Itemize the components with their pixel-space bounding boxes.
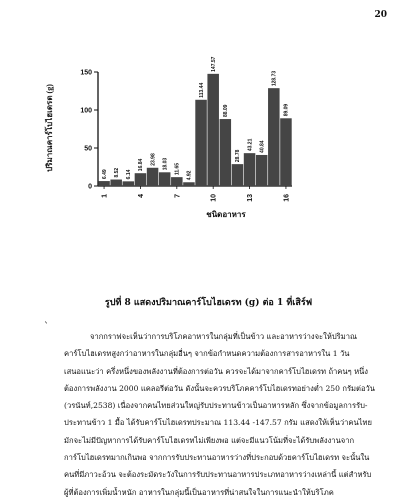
body-text-line: ผู้ที่ต้องการเพิ่มน้ำหนัก อาหารในกลุ่มนี้เป็นอาหารที่น่าสนใจในการแนะนำให้บริโภค: [64, 487, 334, 497]
bar-value-label: 8.52: [113, 167, 120, 178]
bar: [207, 74, 219, 186]
x-tick-label: 7: [174, 194, 182, 198]
bar: [183, 182, 195, 186]
body-text-line: การ์โบไฮเดรทมากเกินพอ จากการรับประทานอาหารว่างที่ประกอบด้วยคาร์โบไฮเดรท จะนั้นใน: [64, 453, 370, 463]
bar-value-label: 6.14: [126, 169, 133, 180]
bar-value-label: 40.84: [259, 140, 266, 153]
body-text-line: คนที่มีภาวะอ้วน จะต้องระมัดระวังในการรับประทานอาหารประเภทอาหารว่างเหล่านี้ แต่สำหรับ: [64, 470, 372, 480]
body-text-line: จากกราฟจะเห็นว่าการบริโภคอาหารในกลุ่มที่เป็นข้าว และอาหารว่างจะให้ปริมาณ: [90, 332, 358, 341]
bar: [220, 119, 232, 186]
bar: [123, 181, 135, 186]
bar: [135, 173, 147, 186]
bar-value-label: 43.21: [247, 138, 254, 152]
x-axis-title: ชนิดอาหาร: [206, 210, 246, 219]
y-tick-label: 50: [84, 145, 92, 153]
bar-value-label: 113.44: [198, 82, 205, 98]
body-text-line: ประทานข้าว 1 มื้อ ได้รับคาร์โบไฮเดรทประมาณ 113.44 -147.57 กรัม แสดงให้เห็นว่าคนไทย: [64, 418, 372, 428]
x-tick-label: 16: [283, 194, 291, 202]
bar-value-label: 128.73: [271, 70, 278, 87]
bar-value-label: 18.03: [162, 157, 169, 171]
y-axis-title: ปริมาณคาร์โบไฮเดรต (g): [45, 84, 54, 172]
bar: [159, 172, 171, 186]
y-tick-label: 0: [88, 183, 92, 191]
body-paragraph: [64, 328, 382, 501]
bar: [232, 164, 244, 186]
bar-value-label: 88.09: [223, 104, 230, 118]
margin-mark: `: [44, 322, 49, 333]
x-tick-label: 10: [210, 194, 218, 202]
bar-value-label: 6.49: [101, 169, 108, 180]
page-number: 20: [374, 10, 387, 20]
bar: [244, 153, 256, 186]
body-text-line: มักจะไม่มีปัญหาการได้รับคาร์โบไฮเดรทไม่เพียงพอ แต่จะมีแนวโน้มที่จะได้รับพลังงานจาก: [64, 435, 355, 445]
bar: [268, 88, 280, 186]
body-text-line: (วรนันท์,2538) เนื่องจากคนไทยส่วนใหญ่รับประทานข้าวเป็นอาหารหลัก ซึ่งจากข้อมูลการรับ-: [64, 401, 368, 411]
bar-value-label: 4.92: [186, 170, 193, 181]
bar-value-label: 11.65: [174, 162, 181, 176]
body-text-line: คาร์โบไฮเดรทสูงกว่าอาหารในกลุ่มอื่นๆ จากข้อกำหนดความต้องการสารอาหารใน 1 วัน: [64, 349, 350, 359]
bar-value-label: 147.57: [210, 56, 217, 72]
y-tick-label: 150: [80, 69, 92, 77]
bar: [171, 177, 183, 186]
chart-bars: [98, 74, 291, 186]
bar-value-label: 23.98: [150, 153, 157, 166]
body-text-line: เสนอแนะว่า ครึ่งหนึ่งของพลังงานที่ต้องการต่อวัน ควรจะได้มาจากคาร์โบไฮเดรท ถ้าคนๆ หนึ่ง: [64, 366, 368, 376]
bar: [98, 181, 110, 186]
bar: [195, 100, 207, 186]
y-tick-label: 100: [80, 107, 92, 115]
body-text-line: ต้องการพลังงาน 2000 แคลอรีต่อวัน ดังนั้นจะควรบริโภคคาร์โบไฮเดรทอย่างต่ำ 250 กรัมต่อวัน: [64, 383, 376, 393]
bar-value-label: 28.78: [235, 149, 242, 163]
bar: [110, 180, 122, 186]
bar-value-label: 16.84: [138, 158, 145, 172]
bar: [256, 155, 268, 186]
bar: [280, 118, 292, 186]
x-tick-label: 13: [247, 194, 255, 202]
x-tick-label: 4: [137, 194, 145, 198]
x-tick-label: 1: [101, 194, 109, 198]
bar-value-label: 89.09: [283, 103, 290, 117]
figure-caption: รูปที่ 8 แสดงปริมาณคาร์โบไฮเดรท (g) ต่อ 1 ที่เสิร์ฟ: [104, 298, 313, 308]
bar: [147, 168, 159, 186]
